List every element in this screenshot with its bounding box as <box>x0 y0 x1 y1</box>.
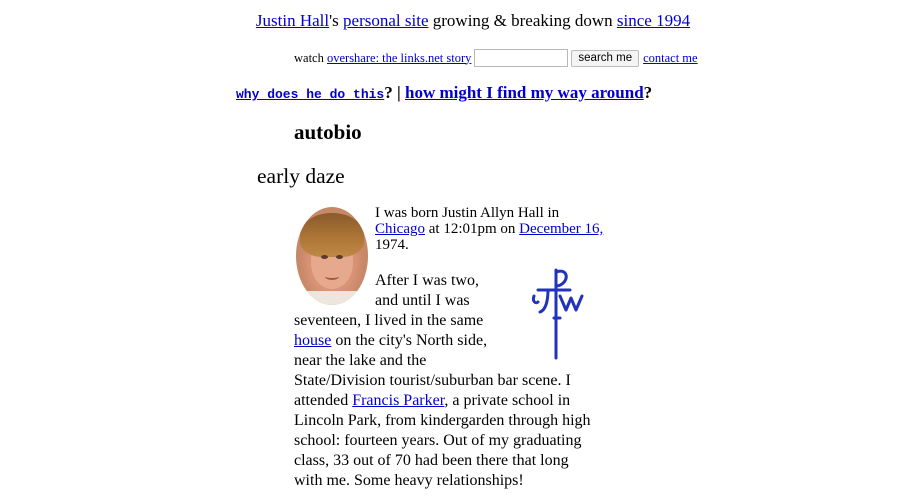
childhood-line: attended Francis Parker, a private school in <box>294 392 571 409</box>
contact-link[interactable]: contact me <box>643 50 698 65</box>
since-1994-link[interactable]: since 1994 <box>616 11 691 30</box>
tagline-possessive: 's <box>329 11 344 30</box>
navigation-questions <box>236 83 652 103</box>
childhood-line: class, 33 out of 70 had been there that long <box>294 452 569 469</box>
why-does-he-do-this-link[interactable]: why does he do this <box>236 87 385 102</box>
birthday-link[interactable]: December 16, <box>519 221 604 237</box>
childhood-line: Lincoln Park, from kindergarden through high <box>294 412 591 429</box>
childhood-line: State/Division tourist/suburban bar scene. I <box>294 372 571 389</box>
house-link[interactable]: house <box>294 332 332 349</box>
monogram-signature-image <box>526 266 588 364</box>
childhood-line: After I was two, <box>375 272 479 289</box>
chicago-link[interactable]: Chicago <box>375 221 425 237</box>
search-input[interactable] <box>474 49 568 67</box>
early-daze-heading: early daze <box>257 164 345 188</box>
autobio-heading: autobio <box>294 120 362 144</box>
childhood-line: seventeen, I lived in the same <box>294 312 484 329</box>
find-my-way-around-link[interactable]: how might I find my way around <box>404 83 644 102</box>
search-button[interactable]: search me <box>571 50 639 67</box>
separator: | <box>392 83 405 102</box>
tagline-middle-text: growing & breaking down <box>428 11 617 30</box>
question-mark: ? <box>384 83 393 102</box>
search-bar <box>294 48 698 68</box>
childhood-line: near the lake and the <box>294 352 427 369</box>
site-tagline <box>0 11 900 31</box>
home-name-link[interactable]: Justin Hall <box>255 11 330 30</box>
birth-paragraph: I was born Justin Allyn Hall in Chicago at 12:01pm on December 16, 1974. <box>375 205 604 253</box>
childhood-line: house on the city's North side, <box>294 332 488 349</box>
question-mark: ? <box>643 83 653 102</box>
childhood-line: school: fourteen years. Out of my graduating <box>294 432 582 449</box>
personal-site-link[interactable]: personal site <box>343 11 429 30</box>
francis-parker-link[interactable]: Francis Parker <box>352 392 445 409</box>
overshare-link[interactable]: overshare: the links.net story <box>326 50 472 65</box>
childhood-line: and until I was <box>375 292 470 309</box>
watch-label: watch <box>294 50 324 65</box>
childhood-line: with me. Some heavy relationships! <box>294 472 524 489</box>
child-portrait-image <box>296 207 368 305</box>
